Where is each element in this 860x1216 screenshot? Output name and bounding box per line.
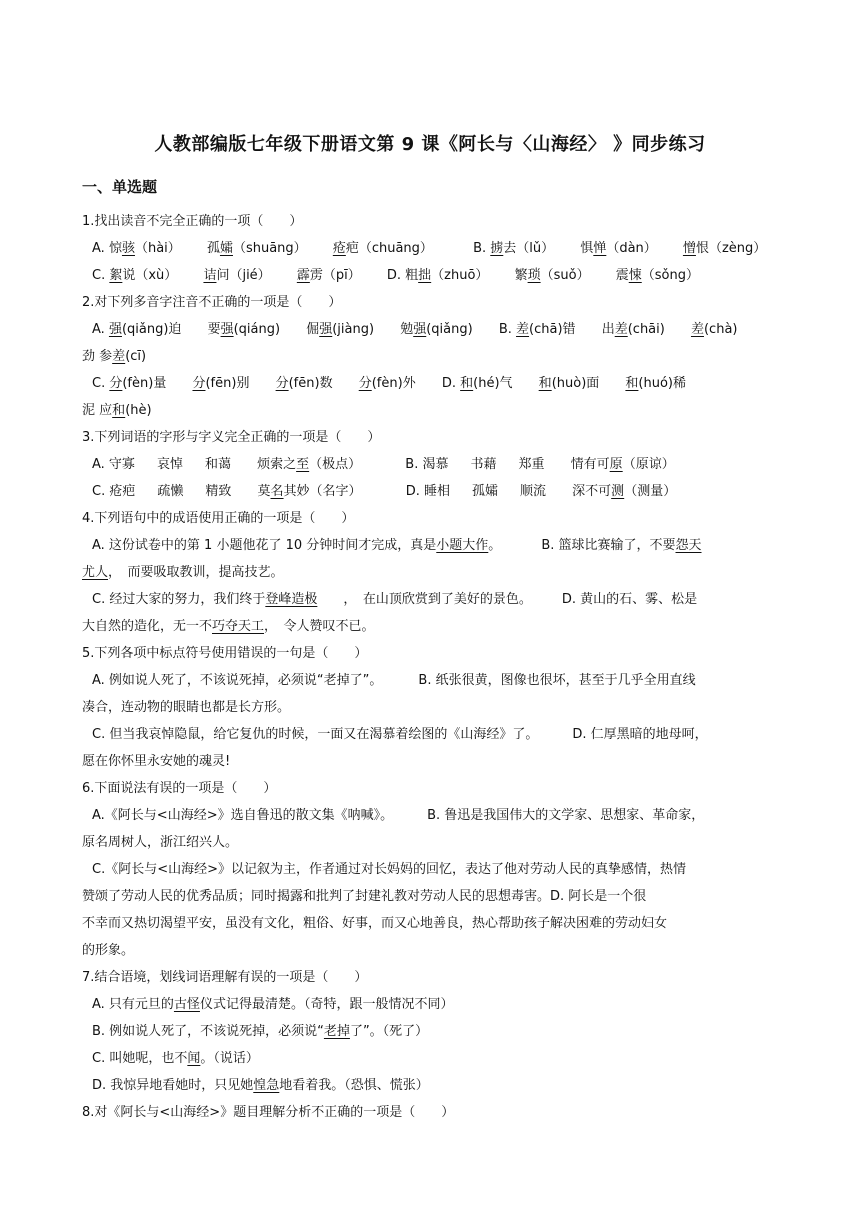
question-1-stem: 1.找出读音不完全正确的一项（ ） — [82, 214, 303, 229]
question-2-options-d-cont: 泥 应和(hè) — [82, 403, 152, 418]
question-7-option-b: B. 例如说人死了，不该说死掉，必须说“老掉了”。（死了） — [92, 1024, 429, 1039]
question-1-options-cd: C. 絮说（xù） 诘问（jié） 霹雳（pī） D. 粗拙（zhuō） 繁琐（suǒ） 震悚（sǒng） — [92, 268, 699, 283]
question-4-options-ab: A. 这份试卷中的第 1 小题他花了 10 分钟时间才完成，真是小题大作。 B. 篮球比赛输了，不要怨天 — [92, 538, 702, 553]
question-4-options-b-cont: 尤人， 而要吸取教训，提高技艺。 — [82, 565, 284, 580]
question-4-options-cd: C. 经过大家的努力，我们终于登峰造极 ， 在山顶欣赏到了美好的景色。 D. 黄山的石、雾、松是 — [92, 592, 698, 607]
question-7-stem: 7.结合语境，划线词语理解有误的一项是（ ） — [82, 970, 368, 985]
question-2-stem: 2.对下列多音字注音不正确的一项是（ ） — [82, 295, 342, 310]
question-1-options-ab: A. 惊骇（hài） 孤孀（shuāng） 疮疤（chuāng） B. 掳去（lǔ） 惧惮（dàn） 憎恨（zèng） — [92, 241, 767, 256]
question-2-options-cd: C. 分(fèn)量 分(fēn)别 分(fēn)数 分(fèn)外 D. 和(hé)气 和(huò)面 和(huó)稀 — [92, 376, 686, 391]
question-8-stem: 8.对《阿长与<山海经>》题目理解分析不正确的一项是（ ） — [82, 1105, 455, 1120]
page-title: 人教部编版七年级下册语文第 9 课《阿长与〈山海经〉 》同步练习 — [154, 134, 706, 155]
question-list — [82, 208, 782, 1126]
question-6-option-d-cont1: 不幸而又热切渴望平安，虽没有文化，粗俗、好事，而又心地善良，热心帮助孩子解决困难的劳动妇女 — [82, 916, 668, 931]
question-6-options-b-cont: 原名周树人，浙江绍兴人。 — [82, 835, 239, 850]
question-3-options-cd: C. 疮疤 疏懒 精致 莫名其妙（名字） D. 睡相 孤孀 顺流 深不可测（测量） — [92, 484, 677, 499]
question-3-stem: 3.下列词语的字形与字义完全正确的一项是（ ） — [82, 430, 381, 445]
question-4-stem: 4.下列语句中的成语使用正确的一项是（ ） — [82, 511, 355, 526]
question-6-option-c: C.《阿长与<山海经>》以记叙为主，作者通过对长妈妈的回忆，表达了他对劳动人民的真挚感情，热情 — [92, 862, 686, 877]
section-heading: 一、单选题 — [82, 178, 158, 196]
question-4-options-d-cont: 大自然的造化，无一不巧夺天工， 令人赞叹不已。 — [82, 619, 375, 634]
question-5-stem: 5.下列各项中标点符号使用错误的一句是（ ） — [82, 646, 368, 661]
question-2-options-b-cont: 劲 参差(cī) — [82, 349, 147, 364]
question-7-option-c: C. 叫她呢，也不闻。（说话） — [92, 1051, 259, 1066]
question-5-options-ab: A. 例如说人死了，不该说死掉，必须说“老掉了”。 B. 纸张很黄，图像也很坏，甚至于几乎全用直线 — [92, 673, 696, 688]
question-6-options-cd: 赞颂了劳动人民的优秀品质；同时揭露和批判了封建礼教对劳动人民的思想毒害。D. 阿长是一个很 — [82, 889, 647, 904]
question-5-options-b-cont: 凑合，连动物的眼睛也都是长方形。 — [82, 700, 291, 715]
question-3-options-ab: A. 守寡 哀悼 和蔼 烦索之至（极点） B. 渴慕 书藉 郑重 情有可原（原谅） — [92, 457, 675, 472]
question-7-option-a: A. 只有元旦的古怪仪式记得最清楚。（奇特，跟一般情况不同） — [92, 997, 454, 1012]
question-5-options-cd: C. 但当我哀悼隐鼠，给它复仇的时候，一面又在渴慕着绘图的《山海经》了。 D. 仁厚黑暗的地母呵， — [92, 727, 708, 742]
question-6-options-ab: A.《阿长与<山海经>》选自鲁迅的散文集《呐喊》。 B. 鲁迅是我国伟大的文学家、思想家、革命家， — [92, 808, 705, 823]
question-6-stem: 6.下面说法有误的一项是（ ） — [82, 781, 277, 796]
question-7-option-d: D. 我惊异地看她时，只见她惶急地看着我。（恐惧、慌张） — [92, 1078, 429, 1093]
question-2-options-ab: A. 强(qiǎng)迫 要强(qiáng) 倔强(jiàng) 勉强(qiǎng) B. 差(chā)错 出差(chāi) 差(chà) — [92, 322, 738, 337]
question-6-option-d-cont2: 的形象。 — [82, 943, 135, 958]
question-5-options-d-cont: 愿在你怀里永安她的魂灵! — [82, 754, 231, 769]
